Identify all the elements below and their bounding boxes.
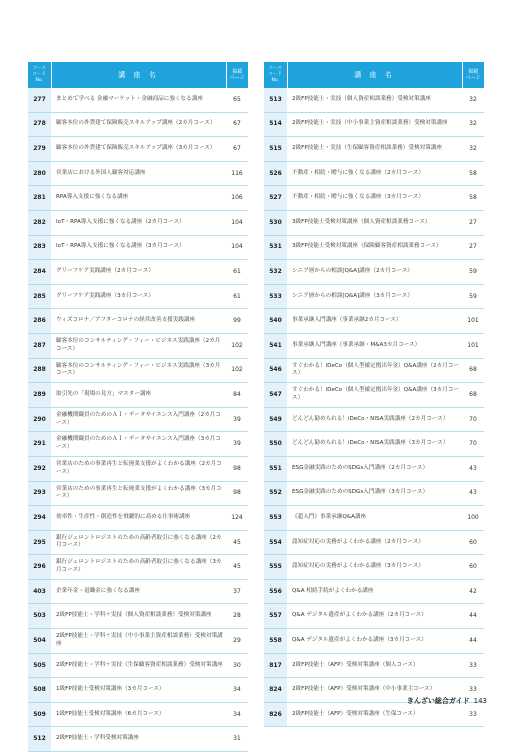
course-code-cell: 285 — [28, 284, 51, 309]
course-name-cell: ウィズコロナ／アフターコロナの経営改善支援実践講座 — [51, 309, 226, 334]
table-row — [264, 137, 484, 162]
course-code-cell: 295 — [28, 530, 51, 555]
table-row — [264, 260, 484, 285]
table-row — [264, 284, 484, 309]
page-number-cell: 31 — [226, 727, 248, 752]
page-number-cell: 32 — [462, 88, 484, 112]
table-row — [28, 186, 248, 211]
course-name-cell: 2級FP技能士・学科＋実技（中小事業主資産相談業務）受検対策講座 — [51, 629, 226, 654]
course-code-cell: 553 — [264, 506, 287, 531]
page-number-cell: 39 — [226, 432, 248, 457]
page-number-cell: 29 — [226, 629, 248, 654]
table-row — [28, 260, 248, 285]
column-header-course-name: 講 座 名 — [287, 62, 462, 88]
page-number-cell: 70 — [462, 432, 484, 457]
course-code-cell: 514 — [264, 112, 287, 137]
page-number-cell: 116 — [226, 161, 248, 186]
course-code-cell: 552 — [264, 481, 287, 506]
table-row — [28, 629, 248, 654]
course-name-cell: 不動産・相続・贈与に強くなる講座（3カ月コース） — [287, 186, 462, 211]
course-name-cell: どんどん勧められる！iDeCo・NISA実践講座（3カ月コース） — [287, 432, 462, 457]
table-row — [264, 481, 484, 506]
table-row — [28, 579, 248, 604]
course-code-cell: 279 — [28, 137, 51, 162]
course-name-cell: 2級FP技能士・実技（生保顧客資産相談業務）受検対策講座 — [287, 137, 462, 162]
course-code-cell: 505 — [28, 653, 51, 678]
course-code-cell: 531 — [264, 235, 287, 260]
course-name-cell: IoT・RPA導入支援に強くなる講座（3カ月コース） — [51, 235, 226, 260]
course-name-cell: 企業年金・退職金に強くなる講座 — [51, 579, 226, 604]
table-row — [264, 383, 484, 408]
course-name-cell: 《超入門》事業承継Q&A講座 — [287, 506, 462, 531]
course-code-cell: 504 — [28, 629, 51, 654]
table-header — [28, 62, 248, 88]
table-row — [264, 555, 484, 580]
page-number: 143 — [473, 697, 487, 705]
course-code-cell: 292 — [28, 456, 51, 481]
course-code-cell: 293 — [28, 481, 51, 506]
course-name-cell: 不動産・相続・贈与に強くなる講座（2カ月コース） — [287, 161, 462, 186]
table-row — [28, 555, 248, 580]
course-name-cell: 2級FP技能士（AFP）受検対策講座（中小事業主コース） — [287, 678, 462, 703]
course-name-cell: 金融機関職員のためのＡＩ・データサイエンス入門講座（2カ月コース） — [51, 407, 226, 432]
course-name-cell: ESG金融実践のためのSDGs入門講座（3カ月コース） — [287, 481, 462, 506]
course-code-cell: 290 — [28, 407, 51, 432]
course-name-cell: まとめて学べる 金融マーケット・金融商品に強くなる講座 — [51, 88, 226, 112]
table-row — [28, 481, 248, 506]
page-number-cell: 58 — [462, 186, 484, 211]
table-row — [28, 432, 248, 457]
page-number-cell: 101 — [462, 333, 484, 358]
page-number-cell: 59 — [462, 284, 484, 309]
course-code-cell: 530 — [264, 210, 287, 235]
course-name-cell: ESG金融実践のためのSDGs入門講座（2カ月コース） — [287, 456, 462, 481]
course-name-cell: どんどん勧められる！iDeCo・NISA実践講座（2カ月コース） — [287, 407, 462, 432]
course-name-cell: シニア層からの相談[Q&A]講座（3カ月コース） — [287, 284, 462, 309]
course-name-cell: 営業店のための事業再生と転廃業支援がよくわかる講座（3カ月コース） — [51, 481, 226, 506]
course-name-cell: グリーフケア実践講座（3カ月コース） — [51, 284, 226, 309]
page-number-cell: 44 — [462, 629, 484, 654]
course-code-cell: 512 — [28, 727, 51, 752]
page-number-cell: 68 — [462, 383, 484, 408]
table-row — [28, 653, 248, 678]
course-name-cell: Q&A デジタル遺産がよくわかる講座（2カ月コース） — [287, 604, 462, 629]
course-code-cell: 296 — [28, 555, 51, 580]
table-row — [28, 88, 248, 112]
course-name-cell: 2級FP技能士・学科＋実技（生保顧客資産相談業務）受検対策講座 — [51, 653, 226, 678]
page-number-cell: 98 — [226, 481, 248, 506]
course-name-cell: 銀行ジェロントロジストのための高齢者取引に強くなる講座（2カ月コース） — [51, 530, 226, 555]
page-number-cell: 101 — [462, 309, 484, 334]
table-row — [264, 112, 484, 137]
course-code-cell: 513 — [264, 88, 287, 112]
course-code-cell: 291 — [28, 432, 51, 457]
page-number-cell: 84 — [226, 383, 248, 408]
course-code-cell: 403 — [28, 579, 51, 604]
page-number-cell: 28 — [226, 604, 248, 629]
table-row — [264, 530, 484, 555]
column-header-page: 掲載 ページ — [226, 62, 248, 88]
table-row — [28, 309, 248, 334]
course-name-cell: Q&A 相続手続がよくわかる講座 — [287, 579, 462, 604]
table-row — [264, 309, 484, 334]
course-name-cell: グリーフケア実践講座（2カ月コース） — [51, 260, 226, 285]
table-row — [264, 333, 484, 358]
table-row — [28, 284, 248, 309]
course-name-cell: 2級FP技能士・学科受検対策講座 — [51, 727, 226, 752]
column-header-course-code: コース コード No. — [28, 62, 51, 88]
course-code-cell: 287 — [28, 333, 51, 358]
page-number-cell: 27 — [462, 210, 484, 235]
course-code-cell: 283 — [28, 235, 51, 260]
page-number-cell: 67 — [226, 137, 248, 162]
course-code-cell: 824 — [264, 678, 287, 703]
course-name-cell: 2級FP技能士・実技（中小事業主資産相談業務）受検対策講座 — [287, 112, 462, 137]
course-table-left — [28, 62, 248, 752]
page-number-cell: 60 — [462, 555, 484, 580]
page-number-cell: 70 — [462, 407, 484, 432]
table-row — [264, 235, 484, 260]
page-number-cell: 43 — [462, 456, 484, 481]
page-number-cell: 44 — [462, 604, 484, 629]
course-code-cell: 289 — [28, 383, 51, 408]
page-number-cell: 58 — [462, 161, 484, 186]
page-number-cell: 104 — [226, 235, 248, 260]
course-name-cell: すぐわかる！iDeCo（個人型確定拠出年金）Q&A講座（2カ月コース） — [287, 358, 462, 383]
course-name-cell: 顧客本位のコンサルティング・フィー・ビジネス実践講座（2カ月コース） — [51, 333, 226, 358]
course-code-cell: 503 — [28, 604, 51, 629]
guide-title: きんざい総合ガイド — [406, 697, 470, 705]
page-number-cell: 61 — [226, 284, 248, 309]
course-name-cell: 顧客本位のコンサルティング・フィー・ビジネス実践講座（3カ月コース） — [51, 358, 226, 383]
page-number-cell: 33 — [462, 653, 484, 678]
page-number-cell: 34 — [226, 702, 248, 727]
page-number-cell: 106 — [226, 186, 248, 211]
table-row — [264, 161, 484, 186]
course-code-cell: 515 — [264, 137, 287, 162]
table-row — [264, 653, 484, 678]
table-row — [28, 506, 248, 531]
course-name-cell: 認知症対応の実務がよくわかる講座（3カ月コース） — [287, 555, 462, 580]
course-name-cell: 2級FP技能士・実技（個人資産相談業務）受検対策講座 — [287, 88, 462, 112]
page-number-cell: 98 — [226, 456, 248, 481]
page-number-cell: 68 — [462, 358, 484, 383]
table-row — [264, 506, 484, 531]
course-name-cell: 認知症対応の実務がよくわかる講座（2カ月コース） — [287, 530, 462, 555]
course-code-cell: 826 — [264, 702, 287, 727]
page-number-cell: 27 — [462, 235, 484, 260]
course-code-cell: 556 — [264, 579, 287, 604]
course-code-cell: 541 — [264, 333, 287, 358]
page-number-cell: 34 — [226, 678, 248, 703]
table-row — [264, 604, 484, 629]
course-code-cell: 557 — [264, 604, 287, 629]
table-row — [28, 161, 248, 186]
course-name-cell: 1級FP技能士受検対策講座（3カ月コース） — [51, 678, 226, 703]
course-name-cell: 1級FP技能士受検対策講座（6カ月コース） — [51, 702, 226, 727]
page-number-cell: 30 — [226, 653, 248, 678]
table-row — [28, 358, 248, 383]
table-header — [264, 62, 484, 88]
course-name-cell: Q&A デジタル遺産がよくわかる講座（3カ月コース） — [287, 629, 462, 654]
page-number-cell: 60 — [462, 530, 484, 555]
page-number-cell: 61 — [226, 260, 248, 285]
course-name-cell: 事業承継入門講座（事業承継・M&A3カ月コース） — [287, 333, 462, 358]
course-name-cell: 2級FP技能士（AFP）受検対策講座（生保コース） — [287, 702, 462, 727]
table-row — [28, 383, 248, 408]
course-code-cell: 532 — [264, 260, 287, 285]
page-number-cell: 39 — [226, 407, 248, 432]
course-code-cell: 551 — [264, 456, 287, 481]
table-row — [264, 358, 484, 383]
course-code-cell: 550 — [264, 432, 287, 457]
course-name-cell: 取引先の「現場の見方」マスター講座 — [51, 383, 226, 408]
course-name-cell: 3級FP技能士受検対策講座（個人資産相談業務コース） — [287, 210, 462, 235]
course-name-cell: 2級FP技能士・学科＋実技（個人資産相談業務）受検対策講座 — [51, 604, 226, 629]
course-name-cell: 3級FP技能士受検対策講座（保険顧客資産相談業務コース） — [287, 235, 462, 260]
page-number-cell: 67 — [226, 112, 248, 137]
page-number-cell: 45 — [226, 555, 248, 580]
column-header-course-name: 講 座 名 — [51, 62, 226, 88]
course-code-cell: 281 — [28, 186, 51, 211]
table-row — [264, 579, 484, 604]
course-name-cell: 事業承継入門講座（事業承継2カ月コース） — [287, 309, 462, 334]
table-row — [28, 407, 248, 432]
table-row — [28, 727, 248, 752]
page-number-cell: 32 — [462, 112, 484, 137]
table-row — [264, 186, 484, 211]
page-number-cell: 37 — [226, 579, 248, 604]
course-code-cell: 547 — [264, 383, 287, 408]
page-number-cell: 102 — [226, 333, 248, 358]
page-number-cell: 33 — [462, 678, 484, 703]
column-header-course-code: コース コード No. — [264, 62, 287, 88]
table-row — [28, 235, 248, 260]
table-row — [264, 210, 484, 235]
table-row — [28, 702, 248, 727]
table-row — [28, 604, 248, 629]
column-header-page: 掲載 ページ — [462, 62, 484, 88]
page-number-cell: 32 — [462, 137, 484, 162]
course-code-cell: 282 — [28, 210, 51, 235]
table-row — [28, 112, 248, 137]
course-name-cell: 営業店における外国人顧客対応講座 — [51, 161, 226, 186]
course-code-cell: 533 — [264, 284, 287, 309]
page-number-cell: 43 — [462, 481, 484, 506]
course-code-cell: 288 — [28, 358, 51, 383]
course-name-cell: 営業店のための事業再生と転廃業支援がよくわかる講座（2カ月コース） — [51, 456, 226, 481]
course-name-cell: 金融機関職員のためのＡＩ・データサイエンス入門講座（3カ月コース） — [51, 432, 226, 457]
page-number-cell: 124 — [226, 506, 248, 531]
course-code-cell: 817 — [264, 653, 287, 678]
course-name-cell: 顧客本位の外貨建て保険販売スキルアップ講座（3カ月コース） — [51, 137, 226, 162]
course-code-cell: 549 — [264, 407, 287, 432]
course-code-cell: 540 — [264, 309, 287, 334]
course-table-right — [264, 62, 484, 727]
course-name-cell: 銀行ジェロントロジストのための高齢者取引に強くなる講座（3カ月コース） — [51, 555, 226, 580]
table-row — [264, 629, 484, 654]
table-row — [264, 702, 484, 727]
page-number-cell: 59 — [462, 260, 484, 285]
page-number-cell: 42 — [462, 579, 484, 604]
table-row — [264, 88, 484, 112]
table-row — [28, 210, 248, 235]
course-code-cell: 280 — [28, 161, 51, 186]
course-code-cell: 527 — [264, 186, 287, 211]
course-code-cell: 554 — [264, 530, 287, 555]
page-number-cell: 100 — [462, 506, 484, 531]
course-name-cell: 2級FP技能士（AFP）受検対策講座（個人コース） — [287, 653, 462, 678]
table-row — [264, 456, 484, 481]
page-number-cell: 102 — [226, 358, 248, 383]
course-name-cell: IoT・RPA導入支援に強くなる講座（2カ月コース） — [51, 210, 226, 235]
table-row — [264, 432, 484, 457]
table-row — [264, 407, 484, 432]
table-row — [28, 137, 248, 162]
table-row — [28, 678, 248, 703]
course-code-cell: 294 — [28, 506, 51, 531]
course-code-cell: 508 — [28, 678, 51, 703]
course-name-cell: 顧客本位の外貨建て保険販売スキルアップ講座（2カ月コース） — [51, 112, 226, 137]
course-code-cell: 284 — [28, 260, 51, 285]
course-name-cell: シニア層からの相談[Q&A]講座（2カ月コース） — [287, 260, 462, 285]
course-code-cell: 558 — [264, 629, 287, 654]
page-number-cell: 104 — [226, 210, 248, 235]
table-row — [28, 456, 248, 481]
page-number-cell: 33 — [462, 702, 484, 727]
course-code-cell: 555 — [264, 555, 287, 580]
course-name-cell: すぐわかる！iDeCo（個人型確定拠出年金）Q&A講座（3カ月コース） — [287, 383, 462, 408]
page-number-cell: 65 — [226, 88, 248, 112]
page-footer — [407, 696, 487, 706]
course-code-cell: 509 — [28, 702, 51, 727]
course-code-cell: 526 — [264, 161, 287, 186]
course-code-cell: 278 — [28, 112, 51, 137]
page-number-cell: 45 — [226, 530, 248, 555]
course-code-cell: 546 — [264, 358, 287, 383]
course-code-cell: 277 — [28, 88, 51, 112]
course-code-cell: 286 — [28, 309, 51, 334]
page-number-cell: 99 — [226, 309, 248, 334]
course-name-cell: RPA導入支援に強くなる講座 — [51, 186, 226, 211]
table-row — [28, 530, 248, 555]
course-name-cell: 効率性・生産性・創造性を飛躍的に高める仕事術講座 — [51, 506, 226, 531]
table-row — [28, 333, 248, 358]
